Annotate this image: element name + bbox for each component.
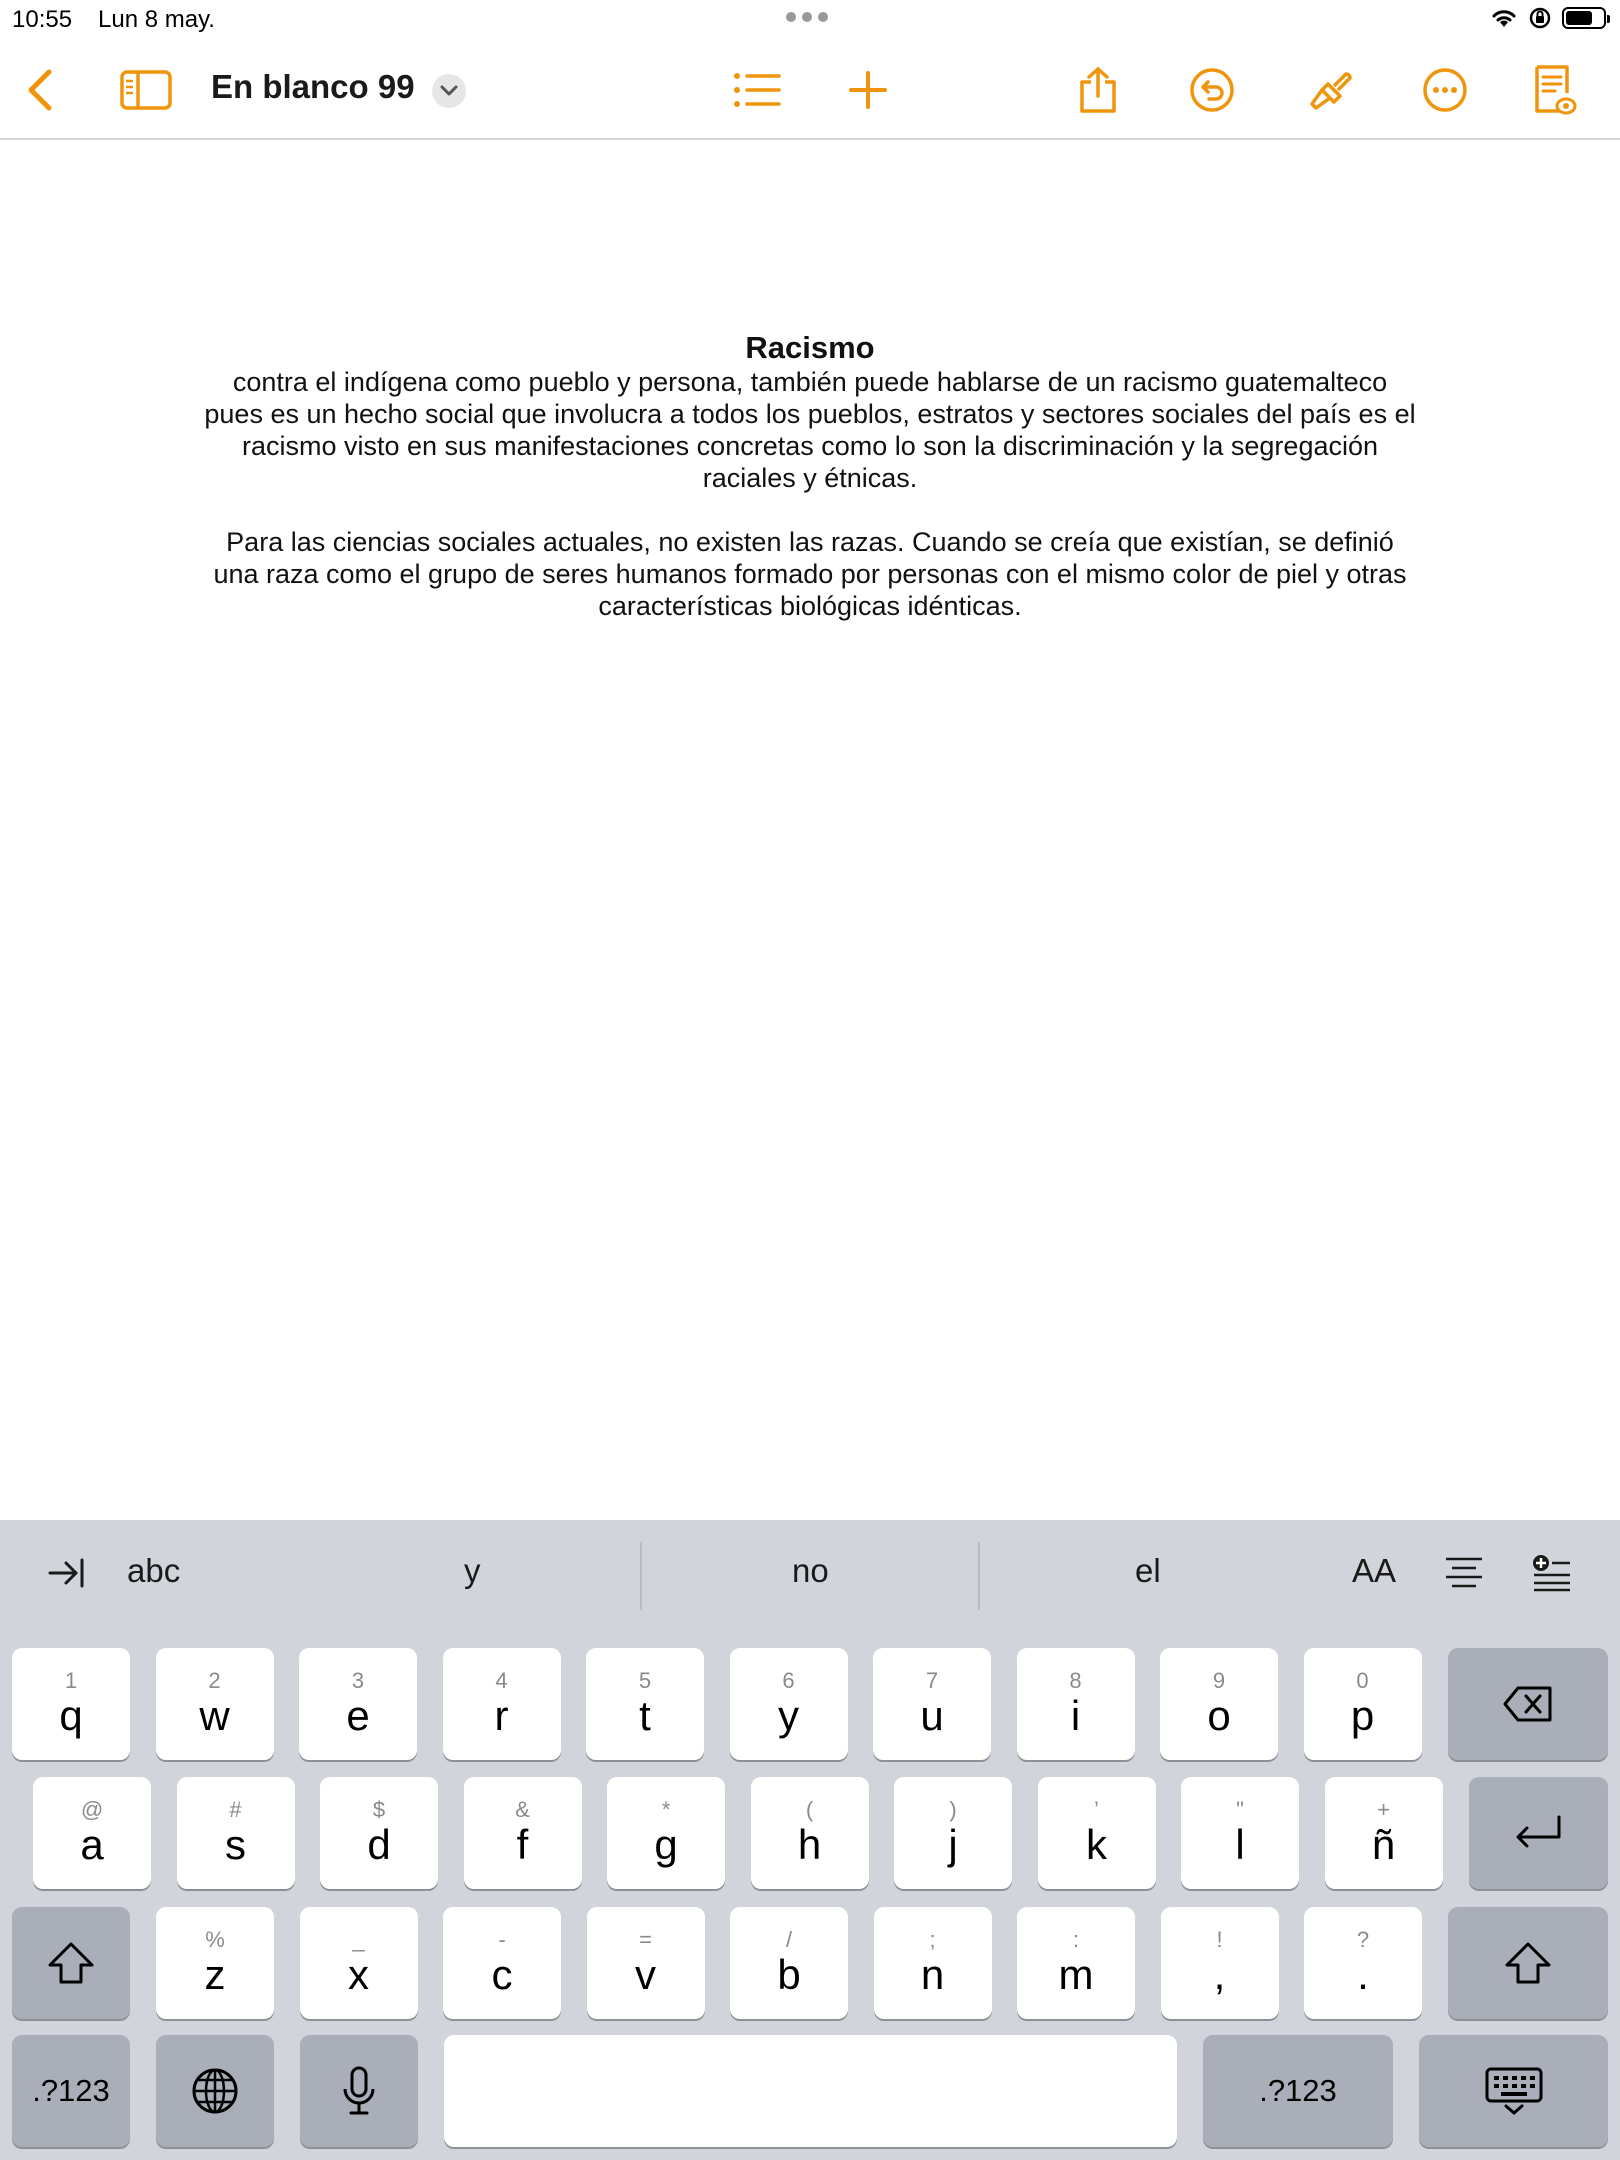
space-bar[interactable] [444, 2035, 1177, 2147]
key-label: , [1213, 1951, 1226, 1998]
key-label: g [654, 1821, 678, 1868]
key-secondary-label: ? [1356, 1927, 1370, 1952]
key-label: w [199, 1692, 230, 1739]
key-row3-4[interactable] [730, 1907, 848, 2019]
key-secondary-label: _ [352, 1927, 365, 1952]
key-label: k [1086, 1821, 1107, 1868]
key-row1-3[interactable] [443, 1648, 561, 1760]
key-row3-6[interactable] [1017, 1907, 1135, 2019]
key-secondary-label: 3 [351, 1668, 365, 1693]
keyboard [0, 1520, 1620, 2160]
key-label: l [1235, 1821, 1245, 1868]
numbers-key-left[interactable] [12, 2035, 130, 2147]
key-label: . [1357, 1951, 1369, 1998]
globe-icon [191, 2067, 239, 2115]
key-row2-4[interactable] [607, 1777, 725, 1889]
key-label: x [348, 1951, 369, 1998]
document-title[interactable]: En blanco 99 [211, 68, 415, 105]
reading-view-icon[interactable] [1525, 60, 1585, 120]
key-secondary-label: @ [80, 1797, 104, 1822]
dismiss-keyboard-key[interactable] [1419, 2035, 1608, 2147]
key-row2-3[interactable] [464, 1777, 582, 1889]
key-label: p [1350, 1692, 1375, 1739]
key-label: v [635, 1951, 656, 1998]
key-row1-8[interactable] [1160, 1648, 1278, 1760]
key-secondary-label: ; [929, 1927, 936, 1952]
suggestion-item[interactable]: y [464, 1552, 481, 1589]
key-label: y [778, 1692, 799, 1739]
key-secondary-label: 7 [925, 1668, 939, 1693]
key-secondary-label: 9 [1212, 1668, 1226, 1693]
undo-icon[interactable] [1182, 60, 1242, 120]
key-secondary-label: - [498, 1927, 506, 1952]
key-label: u [920, 1692, 944, 1739]
align-center-icon[interactable] [1444, 1556, 1484, 1595]
toolbar [0, 40, 1620, 140]
key-secondary-label: ’ [1094, 1797, 1099, 1822]
key-secondary-label: 5 [638, 1668, 652, 1693]
suggestion-divider [640, 1542, 642, 1610]
numbers-key-right[interactable] [1203, 2035, 1393, 2147]
status-indicators [1490, 6, 1606, 30]
key-row2-6[interactable] [894, 1777, 1012, 1889]
key-row2-8[interactable] [1181, 1777, 1299, 1889]
key-row1-2[interactable] [299, 1648, 417, 1760]
key-row3-7[interactable] [1161, 1907, 1279, 2019]
keyboard-dismiss-icon [1484, 2066, 1544, 2116]
key-label: z [204, 1951, 226, 1998]
key-label: m [1058, 1951, 1094, 1998]
delete-key[interactable] [1448, 1648, 1608, 1760]
key-label: c [491, 1951, 513, 1998]
document-paragraph[interactable]: contra el indígena como pueblo y persona, también puede hablarse de un racismo guatemalteco pues es un hecho social que involucra a todos los pueblos, estratos y sectores sociales del país es el racismo visto en sus manifestaciones concretas como lo son la discriminación y la segregación raciales y étnicas. [204, 367, 1416, 493]
key-label: e [346, 1692, 370, 1739]
document-heading[interactable]: Racismo [745, 330, 875, 365]
numbers-key-label: .?123 [32, 2073, 110, 2108]
key-label: i [1070, 1692, 1081, 1739]
shift-key-right[interactable] [1448, 1907, 1608, 2019]
key-row2-7[interactable] [1038, 1777, 1156, 1889]
numbers-key-label: .?123 [1259, 2073, 1337, 2108]
document-paragraph[interactable]: Para las ciencias sociales actuales, no existen las razas. Cuando se creía que existían, se definió una raza como el grupo de seres humanos formado por personas con el mismo color de piel y otras características biológicas idénticas. [213, 527, 1407, 621]
key-secondary-label: " [1236, 1797, 1244, 1822]
key-row3-8[interactable] [1304, 1907, 1422, 2019]
key-secondary-label: # [229, 1797, 242, 1822]
key-label: q [59, 1692, 83, 1739]
key-label: o [1207, 1692, 1231, 1739]
key-label: j [948, 1821, 958, 1868]
key-secondary-label: * [661, 1797, 671, 1822]
key-row3-1[interactable] [300, 1907, 418, 2019]
key-row2-1[interactable] [177, 1777, 295, 1889]
key-row1-4[interactable] [586, 1648, 704, 1760]
insert-icon[interactable] [1532, 1554, 1572, 1597]
key-label: s [225, 1821, 246, 1868]
key-label: b [777, 1951, 801, 1998]
suggestion-divider [978, 1542, 980, 1610]
key-secondary-label: 2 [208, 1668, 221, 1693]
return-key[interactable] [1469, 1777, 1608, 1889]
shift-icon [47, 1941, 95, 1985]
battery-icon [1562, 7, 1606, 29]
back-chevron-icon[interactable] [10, 60, 70, 120]
key-secondary-label: % [205, 1927, 225, 1952]
key-secondary-label: 1 [64, 1668, 78, 1693]
add-icon[interactable] [838, 60, 898, 120]
key-row2-5[interactable] [751, 1777, 869, 1889]
key-secondary-label: 8 [1069, 1668, 1082, 1693]
key-secondary-label: 6 [782, 1668, 795, 1693]
globe-key[interactable] [156, 2035, 274, 2147]
key-secondary-label: 4 [495, 1668, 508, 1693]
multitasking-dots[interactable] [786, 12, 828, 22]
key-secondary-label: ! [1216, 1927, 1223, 1952]
key-label: n [920, 1951, 945, 1998]
key-secondary-label: ( [805, 1797, 814, 1822]
key-secondary-label: ) [949, 1797, 957, 1822]
key-label: f [516, 1821, 529, 1868]
tab-icon[interactable] [46, 1556, 86, 1595]
shift-icon [1504, 1941, 1552, 1985]
document-body[interactable] [200, 330, 1420, 622]
key-label: a [80, 1821, 104, 1868]
wifi-icon [1490, 7, 1518, 29]
key-row1-1[interactable] [156, 1648, 274, 1760]
more-icon[interactable] [1415, 60, 1475, 120]
dictation-key[interactable] [300, 2035, 418, 2147]
key-label: d [367, 1821, 391, 1868]
key-row1-9[interactable] [1304, 1648, 1422, 1760]
status-bar [0, 0, 1620, 40]
key-row2-9[interactable] [1325, 1777, 1443, 1889]
key-row3-3[interactable] [587, 1907, 705, 2019]
key-row1-0[interactable] [12, 1648, 130, 1760]
status-date: Lun 8 may. [98, 6, 215, 33]
key-secondary-label: + [1377, 1797, 1390, 1822]
suggestion-item[interactable]: el [1135, 1552, 1161, 1589]
key-secondary-label: : [1072, 1927, 1080, 1952]
key-label: ñ [1371, 1821, 1396, 1868]
key-row1-5[interactable] [730, 1648, 848, 1760]
key-secondary-label: & [515, 1797, 530, 1822]
shift-key-left[interactable] [12, 1907, 130, 2019]
format-brush-icon[interactable] [1300, 60, 1360, 120]
microphone-icon [341, 2065, 377, 2117]
key-row1-6[interactable] [873, 1648, 991, 1760]
key-secondary-label: 0 [1356, 1668, 1369, 1693]
return-icon [1513, 1815, 1565, 1851]
key-row1-7[interactable] [1017, 1648, 1135, 1760]
key-row3-2[interactable] [443, 1907, 561, 2019]
status-time: 10:55 [12, 6, 73, 33]
title-menu-chevron-icon[interactable] [432, 74, 466, 108]
key-label: t [639, 1692, 651, 1739]
key-secondary-label: $ [372, 1797, 386, 1822]
text-style-button[interactable]: abc [127, 1552, 181, 1589]
suggestion-item[interactable]: no [792, 1552, 829, 1589]
key-secondary-label: / [785, 1927, 793, 1952]
shortcut-bar [0, 1520, 1620, 1632]
key-row3-0[interactable] [156, 1907, 274, 2019]
list-icon[interactable] [727, 60, 787, 120]
delete-icon [1502, 1685, 1554, 1723]
font-size-button[interactable]: AA [1352, 1552, 1397, 1589]
key-label: r [494, 1692, 509, 1739]
key-row3-5[interactable] [874, 1907, 992, 2019]
key-label: h [797, 1821, 822, 1868]
share-icon[interactable] [1068, 60, 1128, 120]
sidebar-icon[interactable] [116, 60, 176, 120]
key-secondary-label: = [639, 1927, 652, 1952]
orientation-lock-icon [1528, 6, 1552, 30]
key-row2-2[interactable] [320, 1777, 438, 1889]
key-row2-0[interactable] [33, 1777, 151, 1889]
